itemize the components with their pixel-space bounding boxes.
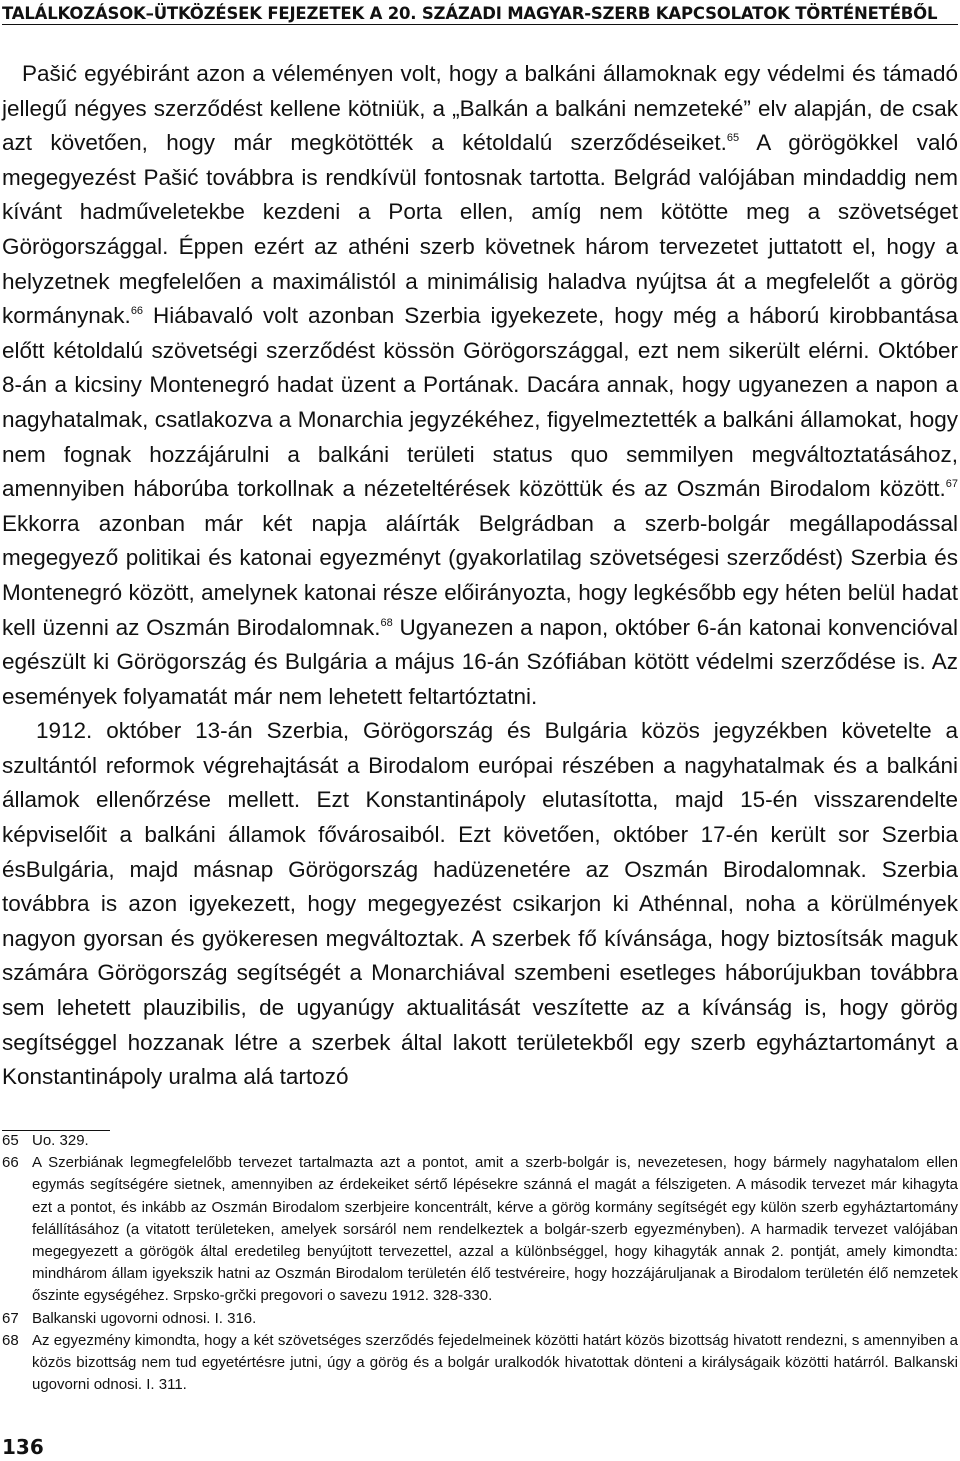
footnote-text: A Szerbiának legmegfelelőbb tervezet tartalmazta azt a pontot, amit a szerb-bolgár is, nevezetesen, hogy bármely nagyhatalom ellen egymás segítségére sietnek, amennyiben az érdekeiket sértő lépésekre szánná el magát a félszigeten. A második tervezet már kihagyta ezt a pontot, és inkább az Oszmán Birodalom szerbjeire koncentrált, kérve a görög kormány segítségét egy külön szerb egyháztartomány felállításához (a vitatott területeken, amelyek sorsáról nem rendelkeztek a bolgár-szerb egyezményben). A harmadik tervezet valójában megegyezett a görögök által eredetileg benyújtott tervezettel, azzal a különbséggel, hogy kihagyták annak 2. pontját, amely kimondta: mindhárom állam igyekszik hatni az Oszmán Birodalom területén élő testvéreire, hogy hozzájáruljanak a Birodalom területén élő nemzetek őszinte egységéhez. Srpsko-grčki pregovori o savezu 1912. 328-330. (32, 1154, 958, 1305)
paragraph-1 (2, 57, 958, 714)
footnote-ref-66[interactable]: 66 (130, 305, 144, 318)
main-text (2, 57, 958, 1095)
running-head: TALÁLKOZÁSOK–ÜTKÖZÉSEK FEJEZETEK A 20. SZÁZADI MAGYAR-SZERB KAPCSOLATOK TÖRTÉNETÉBŐL (2, 4, 958, 25)
footnote-text: Uo. 329. (32, 1132, 89, 1149)
footnote-68 (2, 1330, 958, 1397)
footnote-text: Balkanski ugovorni odnosi. I. 316. (32, 1309, 257, 1327)
footnote-number: 65 (2, 1132, 19, 1149)
footnote-text: Az egyezmény kimondta, hogy a két szövetséges szerződés fejedelmeinek közötti határt közös bizottság hivatott rendezni, s amennyiben a közös bizottság nem tud egyetértésre jutni, úgy a görög és a bolgár uralkodók hivatottak dönteni a királyságaik közötti határról. Balkanski ugovorni odnosi. I. 311. (32, 1331, 958, 1394)
footnote-ref-67[interactable]: 67 (945, 478, 958, 491)
footnote-number: 66 (2, 1154, 19, 1172)
footnote-ref-68[interactable]: 68 (380, 616, 393, 629)
paragraph-1-part-1: Pašić egyébiránt azon a véleményen volt, hogy a balkáni államoknak egy védelmi és támadó jellegű négyes szerződést kellene kötniük, a „Balkán a balkáni nemzeteké” elv alapján, de csak azt követően, hogy már megkötötték a kétoldalú szerződéseiket. (2, 61, 958, 156)
paragraph-1-part-5: Ugyanezen a napon, október 6-án katonai konvencióval egészült ki Görögország és Bulgária a május 16-án Szófiában kötött védelmi szerződése is. Az események folyamatát már nem lehetett feltartóztatni. (2, 614, 958, 709)
paragraph-1-part-2: A görögökkel való megegyezést Pašić továbbra is rendkívül fontosnak tartotta. Belgrád valójában mindaddig nem kívánt hadműveletekbe kezdeni a Porta ellen, amíg nem kötötte meg a szövetséget Görögországgal. Éppen ezért az athéni szerb követnek három tervezetet juttatott el, hogy a helyzetnek megfelelően a maximálistól a minimálisig haladva nyújtsa át a megfelelőt a görög kormánynak. (2, 130, 958, 329)
footnote-ref-65[interactable]: 65 (726, 132, 740, 145)
paragraph-1-part-3: Hiábavaló volt azonban Szerbia igyekezete, hogy még a háború kirobbantása előtt kétoldalú szövetségi szerződést kössön Görögországgal, ezt nem sikerült elérni. Október 8-án a kicsiny Montenegró hadat üzent a Portának. Dacára annak, hogy ugyanezen a napon a nagyhatalmak, csatlakozva a Monarchia jegyzékéhez, figyelmeztették a balkáni államokat, hogy nem fognak hozzájárulni a balkáni területi status quo semmilyen megváltoztatásához, amennyiben háborúba torkollnak a nézeteltérések közöttük és az Oszmán Birodalom között. (2, 303, 958, 502)
footnote-65 (2, 1130, 958, 1152)
page-number: 136 (2, 1435, 44, 1459)
footnotes (2, 1130, 958, 1396)
footnote-number: 67 (2, 1309, 19, 1327)
paragraph-1-part-4: Ekkorra azonban már két napja aláírták Belgrádban a szerb-bolgár megállapodással megegyező politikai és katonai egyezményt (gyakorlatilag szövetségesi szerződést) Szerbia és Montenegró között, amelynek katonai része előirányozta, hogy legkésőbb egy héten belül hadat kell üzenni az Oszmán Birodalomnak. (2, 510, 958, 640)
footnote-66 (2, 1152, 958, 1307)
footnote-number: 68 (2, 1331, 19, 1349)
paragraph-2: 1912. október 13-án Szerbia, Görögország és Bulgária közös jegyzékben követelte a szultántól reformok végrehajtását a Birodalom európai részében a nagyhatalmak és a balkáni államok ellenőrzése mellett. Ezt Konstantinápoly elutasította, majd 15-én visszarendelte képviselőit a balkáni államok fővárosaiból. Ezt követően, október 17-én került sor Szerbia ésBulgária, majd másnap Görögország hadüzenetére az Oszmán Birodalomnak. Szerbia továbbra is azon igyekezett, hogy megegyezést csikarjon ki Athénnal, noha a körülmények nagyon gyorsan és gyökeresen megváltoztak. A szerbek fő kívánsága, hogy biztosítsák maguk számára Görögország segítségét a Monarchiával szembeni esetleges háborújukban továbbra sem lehetett plauzibilis, de ugyanúgy aktualitását veszítette az a kívánság is, hogy görög segítséggel hozzanak létre a szerbek által lakott területekből egy szerb egyháztartományt a Konstantinápoly uralma alá tartozó (2, 718, 958, 1090)
footnote-67 (2, 1308, 958, 1330)
